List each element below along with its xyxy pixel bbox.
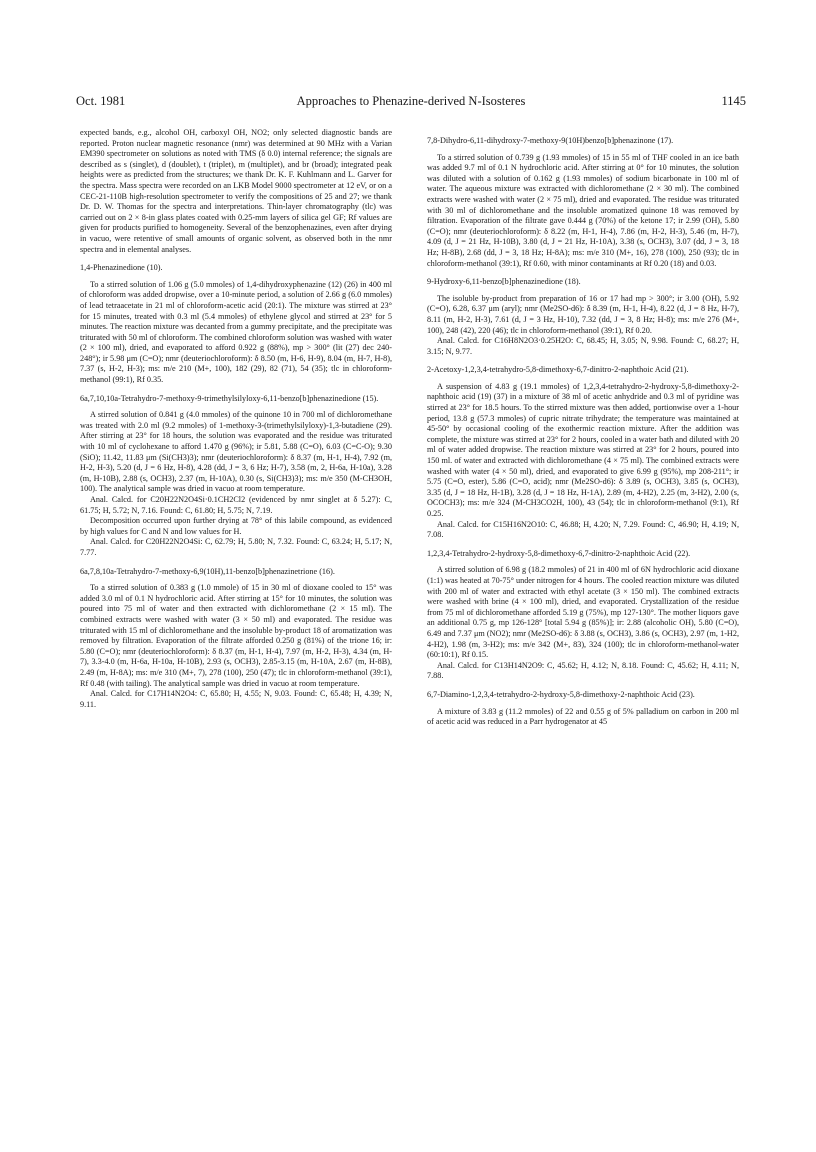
body-paragraph: To a stirred solution of 0.739 g (1.93 mmoles) of 15 in 55 ml of THF cooled in an ice bath was added 9.7 ml of 0.1 N hydrochloric acid. After stirring at 0° for 10 minutes, the solution was diluted with a solution of 0.162 g (1.93 mmoles) of sodium bicarbonate in 100 ml of water. The aqueous mixture was extracted with dichloromethane (2 × 30 ml). The combined extracts were washed with water (2 × 75 ml), dried and evaporated. The residue was triturated with 30 ml of dichloromethane and the insoluble aromatized quinone 18 was removed by filtration. Evaporation of the filtrate gave 0.444 g (70%) of the ketone 17; ir 2.99 (OH), 5.80 (C=O); nmr (deuteriochloroform): δ 8.22 (m, H-1, H-4), 7.86 (m, H-2, H-3), 5.46 (m, H-7), 4.09 (d, J = 21 Hz, H-10B), 3.80 (d, J = 21 Hz, H-10A), 3.38 (s, OCH3), 3.07 (dd, J = 3, 18 Hz; H-8B), 2.68 (dd, J = 3, 18 Hz; H-8A); ms: m/e 310 (M+, 16), 278 (100), 250 (93); tlc in chloroform-methanol (39:1), Rf 0.60, with minor contaminants at Rf 0.20 (18) and 0.03. xyxy=(427,152,739,268)
body-paragraph: To a stirred solution of 1.06 g (5.0 mmoles) of 1,4-dihydroxyphenazine (12) (26) in 400 ml of chloroform was added dropwise, over a 10-minute period, a solution of 2.66 g (6.0 mmoles) of lead tetraacetate in 21 ml of chloroform-acetic acid (20:1). The mixture was stirred at 23° for 15 minutes, treated with 0.3 ml (5.4 mmoles) of ethylene glycol and stirred at 23° for 5 minutes. The reaction mixture was decanted from a gummy precipitate, and the precipitate was triturated with 50 ml of chloroform. The combined chloroform solution was washed with water (2 × 100 ml), dried, and evaporated to afford 0.922 g (88%), mp > 300° (lit (27) dec 240-248°); ir 5.98 μm (C=O); nmr (deuteriochloroform): δ 8.50 (m, H-6, H-9), 8.04 (m, H-7, H-8), 7.37 (s, H-2, H-3); ms: m/e 210 (M+, 100), 182 (29), 82 (71), 54 (35); tlc in chloroform-methanol (99:1), Rf 0.35. xyxy=(80,279,392,385)
elemental-analysis: Anal. Calcd. for C16H8N2O3·0.25H2O: C, 68.45; H, 3.05; N, 9.98. Found: C, 68.27; H, 3.15; N, 9.77. xyxy=(427,336,739,356)
section-heading: 6,7-Diamino-1,2,3,4-tetrahydro-2-hydroxy-5,8-dimethoxy-2-naphthoic Acid (23). xyxy=(427,689,695,699)
section-heading: 6a,7,8,10a-Tetrahydro-7-methoxy-6,9(10H),11-benzo[b]phenazinetrione (16). xyxy=(80,566,335,576)
issue-date: Oct. 1981 xyxy=(76,94,126,108)
elemental-analysis: Anal. Calcd. for C20H22N2O4Si·0.1CH2Cl2 (evidenced by nmr singlet at δ 5.27): C, 61.75; H, 5.72; N, 7.16. Found: C, 61.80; H, 5.75; N, 7.19. xyxy=(80,495,392,515)
body-paragraph: The isoluble by-product from preparation of 16 or 17 had mp > 300°; ir 3.00 (OH), 5.92 (C=O), 6.28, 6.37 μm (aryl); nmr (Me2SO-d6): δ 8.39 (m, H-1, H-4), 8.22 (d, J = 8 Hz, H-7), 8.11 (m, H-2, H-3), 7.61 (d, J = 3 Hz, H-10), 7.32 (dd, J = 3, 8 Hz; H-8); ms: m/e 276 (M+, 100), 248 (42), 220 (46); tlc in chloroform-methanol (39:1), Rf 0.20. xyxy=(427,293,739,335)
body-paragraph: expected bands, e.g., alcohol OH, carboxyl OH, NO2; only selected diagnostic bands are reported. Proton nuclear magnetic resonance (nmr) was determined at 90 MHz with a Varian EM390 spectrometer on solutions as noted with TMS (δ 0.0) internal reference; the signals are described as s (singlet), d (doublet), t (triplet), m (multiplet), and br (broad); integrated peak heights were as predicted from the structures; we thank Dr. K. F. Kuhlmann and L. Garver for the spectra. Mass spectra were recorded on an LKB Model 9000 spectrometer at 12 eV, or on a CEC-21-110B high-resolution spectrometer to verify the compositions of 25 and 27; we thank Dr. D. W. Thomas for the spectra and interpretations. Thin-layer chromatography (tlc) was carried out on 2 × 8-in glass plates coated with 0.25-mm layers of silica gel GF; Rf values are given for products purified to homogeneity. Several of the benzophenazines, even after drying in vacuo, were retentive of small amounts of organic solvent, as observed both in the nmr spectra and in elemental analyses. xyxy=(80,128,392,254)
body-paragraph: Decomposition occurred upon further drying at 78° of this labile compound, as evidenced by high values for C and N and low values for H. xyxy=(80,516,392,536)
page-number: 1145 xyxy=(721,94,746,108)
section-heading: 1,4-Phenazinedione (10). xyxy=(80,263,163,273)
elemental-analysis: Anal. Calcd. for C20H22N2O4Si: C, 62.79; H, 5.80; N, 7.32. Found: C, 63.24; H, 5.17; N, 7.77. xyxy=(80,537,392,557)
section-heading: 7,8-Dihydro-6,11-dihydroxy-7-methoxy-9(10H)benzo[b]phenazinone (17). xyxy=(427,136,674,145)
section-heading: 1,2,3,4-Tetrahydro-2-hydroxy-5,8-dimethoxy-6,7-dinitro-2-naphthoic Acid (22). xyxy=(427,548,691,558)
section-heading: 6a,7,10,10a-Tetrahydro-7-methoxy-9-trimethylsilyloxy-6,11-benzo[b]phenazinedione (15). xyxy=(80,393,379,403)
body-paragraph: A mixture of 3.83 g (11.2 mmoles) of 22 and 0.55 g of 5% palladium on carbon in 200 ml of acetic acid was reduced in a Parr hydrogenator at 45 xyxy=(427,706,739,727)
section-heading: 9-Hydroxy-6,11-benzo[b]phenazinedione (18). xyxy=(427,277,581,287)
body-paragraph: A stirred solution of 6.98 g (18.2 mmoles) of 21 in 400 ml of 6N hydrochloric acid dioxane (1:1) was heated at 70-75° under nitrogen for 4 hours. The cooled reaction mixture was diluted with 200 ml of water and extracted with ethyl acetate (3 × 150 ml). The combined extracts were washed with brine (4 × 100 ml), dried, and evaporated. Crystallization of the residue from 75 ml of dichloromethane afforded 5.19 g (75%), mp 127-130°. The mother liquors gave an additional 0.75 g, mp 126-128° [total 5.94 g (85%)]; ir: 2.88 (alcoholic OH), 5.80 (C=O), 6.49 and 7.37 μm (NO2); nmr (Me2SO-d6): δ 3.88 (s, OCH3), 3.86 (s, OCH3), 2.97 (m, 1-H2, 4-H2), 1.98 (m, 3-H2); ms: m/e 342 (M+, 83), 324 (100); tlc in chloroform-methanol-water (60:10:1), Rf 0.15. xyxy=(427,565,739,660)
elemental-analysis: Anal. Calcd. for C15H16N2O10: C, 46.88; H, 4.20; N, 7.29. Found: C, 46.90; H, 4.19; N, 7.08. xyxy=(427,519,739,540)
elemental-analysis: Anal. Calcd. for C13H14N2O9: C, 45.62; H, 4.12; N, 8.18. Found: C, 45.62; H, 4.11; N, 7.88. xyxy=(427,660,739,681)
section-heading: 2-Acetoxy-1,2,3,4-tetrahydro-5,8-dimethoxy-6,7-dinitro-2-naphthoic Acid (21). xyxy=(427,365,689,375)
page-header xyxy=(76,94,746,110)
left-column xyxy=(80,128,392,710)
elemental-analysis: Anal. Calcd. for C17H14N2O4: C, 65.80; H, 4.55; N, 9.03. Found: C, 65.48; H, 4.39; N, 9.11. xyxy=(80,689,392,709)
body-paragraph: A suspension of 4.83 g (19.1 mmoles) of 1,2,3,4-tetrahydro-2-hydroxy-5,8-dimethoxy-2-naphthoic acid (19) (37) in a mixture of 38 ml of acetic anhydride and 0.3 ml of pyridine was stirred at 23° for 18.5 hours. To the stirred mixture was then added, portionwise over a 1-hour period, 13.8 g (57.3 mmoles) of cupric nitrate trihydrate; the temperature was maintained at 45-50° by occasional cooling of the exothermic reaction mixture. After the addition was complete, the mixture was stirred at 23° for 2 hours, cooled in a water bath and diluted with 20 ml of water added dropwise. The reaction mixture was stirred at 23° for 2 hours, poured into 150 ml. of water and extracted with dichloromethane (4 × 75 ml). The combined extracts were washed with water (4 × 50 ml), dried, and evaporated to give 6.99 g (95%), mp 208-211°; ir 5.75 (C=O, ester), 5.86 (C=O, acid); nmr (Me2SO-d6): δ 3.89 (s, OCH3), 3.85 (s, OCH3), 3.35 (d, J = 18 Hz, H-1B), 3.28 (d, J = 18 Hz, H-1A), 2.89 (m, 4-H2), 2.25 (m, 3-H2), 2.00 (s, OCOCH3); ms: m/e 324 (M-CH3CO2H, 100), 43 (54); tlc in chloroform-methanol (9:1), Rf 0.25. xyxy=(427,381,739,518)
body-paragraph: To a stirred solution of 0.383 g (1.0 mmole) of 15 in 30 ml of dioxane cooled to 15° was added 3.0 ml of 0.1 N hydrochloric acid. After stirring at 15° for 10 minutes, the solution was poured into 75 ml of water and then extracted with dichloromethane (2 × 15 ml). The combined extracts were washed with water (3 × 50 ml) and evaporated. The residue was triturated with 15 ml of dichloromethane and the insoluble by-product 18 of aromatization was removed by filtration. Evaporation of the filtrate afforded 0.250 g (81%) of the trione 16; ir: 5.80 (C=O); nmr (deuteriochloroform): δ 8.37 (m, H-1, H-4), 7.97 (m, H-2, H-3), 4.34 (m, H-7), 3.3-4.0 (m, H-6a, H-10a, H-10B), 2.93 (s, OCH3), 2.85-3.15 (m, H-10A, 2.67 (m, H-8B), 2.49 (m, H-8A); ms: m/e 310 (M+, 7), 278 (100), 250 (47); tlc in chloroform-methanol (39:1), Rf 0.48 (with tailing). The analytical sample was dried in vacuo at room temperature. xyxy=(80,583,392,688)
running-title: Approaches to Phenazine-derived N-Isosteres xyxy=(296,94,526,108)
right-column xyxy=(427,128,739,728)
body-paragraph: A stirred solution of 0.841 g (4.0 mmoles) of the quinone 10 in 700 ml of dichloromethane was treated with 2.0 ml (9.2 mmoles) of 1-methoxy-3-(trimethylsilyloxy)-1,3-butadiene (29). After stirring at 23° for 18 hours, the solution was evaporated and the residue was triturated with 10 ml of cyclohexane to afford 1.470 g (96%); ir 5.81, 5.88 (C=O), 6.03 (C=C-O); 9.30 (SiO); 11.42, 11.83 μm (Si(CH3)3); nmr (deuteriochloroform): δ 8.37 (m, H-1, H-4), 7.92 (m, H-2, H-3), 5.20 (d, J = 6 Hz, H-8), 4.28 (dd, J = 3, 6 Hz; H-7), 3.58 (m, 2, H-6a, H-10a), 3.28 (m, H-10B), 2.88 (s, OCH3), 2.37 (m, H-10A), 0.30 (s, Si(CH3)3); ms: m/e 350 (M-CH3OH, 100). The analytical sample was dried in vacuo at room temperature. xyxy=(80,410,392,494)
